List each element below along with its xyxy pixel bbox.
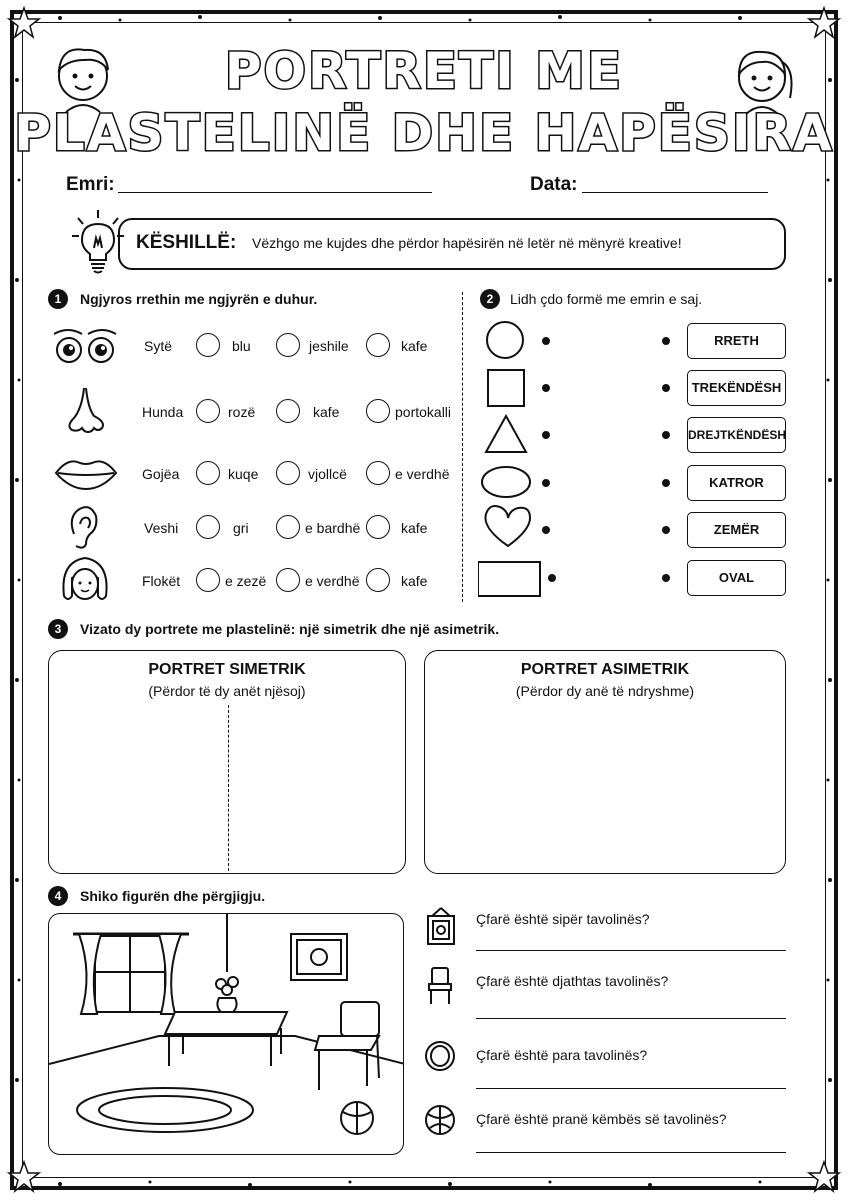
match-dot-left[interactable]	[542, 337, 550, 345]
triangle-icon	[486, 416, 526, 452]
room-illustration	[49, 914, 404, 1155]
q1-option: kafe	[401, 520, 428, 536]
match-dot-left[interactable]	[542, 479, 550, 487]
match-dot-right[interactable]	[662, 479, 670, 487]
question-number-1: 1	[48, 289, 68, 309]
symmetric-subtitle: (Përdor të dy anët njësoj)	[148, 683, 306, 699]
q1-radio[interactable]	[366, 333, 390, 357]
match-dot-right[interactable]	[662, 384, 670, 392]
match-dot-right[interactable]	[662, 526, 670, 534]
tip-title: KËSHILLË:	[136, 232, 237, 253]
question-number-2: 2	[480, 289, 500, 309]
q1-label-nose: Hunda	[142, 404, 184, 420]
q2-shapes	[478, 318, 558, 602]
q4-question-1: Çfarë është sipër tavolinës?	[476, 911, 650, 927]
q1-option: portokalli	[395, 404, 452, 420]
ear-icon	[66, 504, 100, 550]
shape-name-box: KATROR	[687, 465, 786, 501]
asymmetric-title: PORTRET ASIMETRIK	[520, 661, 690, 678]
lips-icon	[54, 455, 118, 491]
nose-icon	[62, 386, 106, 436]
symmetry-axis	[228, 705, 229, 871]
q3-title: Vizato dy portrete me plastelinë: një simetrik dhe një asimetrik.	[80, 621, 500, 637]
q1-label-ear: Veshi	[144, 520, 179, 536]
ball-icon	[424, 1104, 456, 1136]
match-dot-right[interactable]	[662, 574, 670, 582]
name-label: Emri:	[66, 174, 115, 195]
q1-title: Ngjyros rrethin me ngjyrën e duhur.	[80, 291, 318, 307]
asymmetric-drawing-area[interactable]	[424, 650, 786, 874]
q4-title: Shiko figurën dhe përgjigju.	[80, 888, 266, 904]
match-dot-right[interactable]	[662, 337, 670, 345]
match-dot-right[interactable]	[662, 431, 670, 439]
room-scene	[48, 913, 404, 1155]
q1-option: e verdhë	[305, 573, 360, 589]
q1-option: jeshile	[309, 338, 349, 354]
q1-radio[interactable]	[196, 399, 220, 423]
question-number-3: 3	[48, 619, 68, 639]
rug-icon	[424, 1040, 456, 1072]
q1-radio[interactable]	[196, 515, 220, 539]
q1-radio[interactable]	[366, 568, 390, 592]
q4-answer-line-1[interactable]	[476, 950, 786, 951]
q1-option: gri	[233, 520, 249, 536]
q2-title: Lidh çdo formë me emrin e saj.	[510, 291, 703, 307]
q1-option: kuqe	[228, 466, 259, 482]
q1-radio[interactable]	[276, 399, 300, 423]
q1-radio[interactable]	[366, 399, 390, 423]
square-icon	[488, 370, 524, 406]
shape-name-box: ZEMËR	[687, 512, 786, 548]
match-dot-left[interactable]	[548, 574, 556, 582]
shape-name-box: DREJTKËNDËSH	[687, 417, 786, 453]
q1-radio[interactable]	[196, 333, 220, 357]
q4-question-4: Çfarë është pranë këmbës së tavolinës?	[476, 1111, 727, 1127]
q4-answer-line-4[interactable]	[476, 1152, 786, 1153]
q1-radio[interactable]	[366, 515, 390, 539]
q1-radio[interactable]	[276, 461, 300, 485]
date-field[interactable]	[582, 192, 768, 193]
q1-label-eyes: Sytë	[144, 338, 173, 354]
oval-icon	[482, 467, 530, 497]
circle-icon	[487, 322, 523, 358]
page-title-line-1: PORTRETI ME	[224, 42, 624, 100]
page-title-line-2: PLASTELINË DHE HAPËSIRA	[14, 104, 834, 162]
chair-icon	[426, 966, 454, 1006]
match-dot-left[interactable]	[542, 384, 550, 392]
eyes-icon	[52, 326, 118, 366]
q1-option: vjollcë	[308, 466, 347, 482]
q4-answer-line-3[interactable]	[476, 1088, 786, 1089]
q1-option: kafe	[313, 404, 340, 420]
hair-icon	[58, 552, 112, 604]
q1-label-mouth: Gojëa	[142, 466, 180, 482]
asymmetric-subtitle: (Përdor dy anë të ndryshme)	[515, 683, 695, 699]
q1-radio[interactable]	[366, 461, 390, 485]
q1-radio[interactable]	[276, 333, 300, 357]
picture-frame-icon	[424, 906, 458, 946]
rectangle-icon	[478, 562, 540, 596]
section-divider	[462, 292, 463, 602]
q1-option: blu	[232, 338, 251, 354]
q1-radio[interactable]	[196, 461, 220, 485]
q4-question-2: Çfarë është djathtas tavolinës?	[476, 973, 669, 989]
q1-label-hair: Flokët	[142, 573, 181, 589]
shape-name-box: OVAL	[687, 560, 786, 596]
shape-name-box: TREKËNDËSH	[687, 370, 786, 406]
shape-name-box: RRETH	[687, 323, 786, 359]
question-number-4: 4	[48, 886, 68, 906]
q4-answer-line-2[interactable]	[476, 1018, 786, 1019]
q1-radio[interactable]	[276, 568, 300, 592]
q4-question-3: Çfarë është para tavolinës?	[476, 1047, 648, 1063]
tip-text: Vëzhgo me kujdes dhe përdor hapësirën në letër në mënyrë kreative!	[252, 235, 682, 251]
q1-option: e zezë	[225, 573, 267, 589]
q1-option: e bardhë	[305, 520, 361, 536]
symmetric-drawing-area[interactable]	[48, 650, 406, 874]
heart-icon	[485, 506, 530, 546]
match-dot-left[interactable]	[542, 431, 550, 439]
q1-radio[interactable]	[276, 515, 300, 539]
symmetric-title: PORTRET SIMETRIK	[148, 661, 306, 678]
name-field[interactable]	[118, 192, 432, 193]
date-label: Data:	[530, 174, 578, 195]
q1-option: rozë	[228, 404, 256, 420]
q1-option: kafe	[401, 573, 428, 589]
q1-option: e verdhë	[395, 466, 450, 482]
q1-option: kafe	[401, 338, 428, 354]
match-dot-left[interactable]	[542, 526, 550, 534]
q1-radio[interactable]	[196, 568, 220, 592]
